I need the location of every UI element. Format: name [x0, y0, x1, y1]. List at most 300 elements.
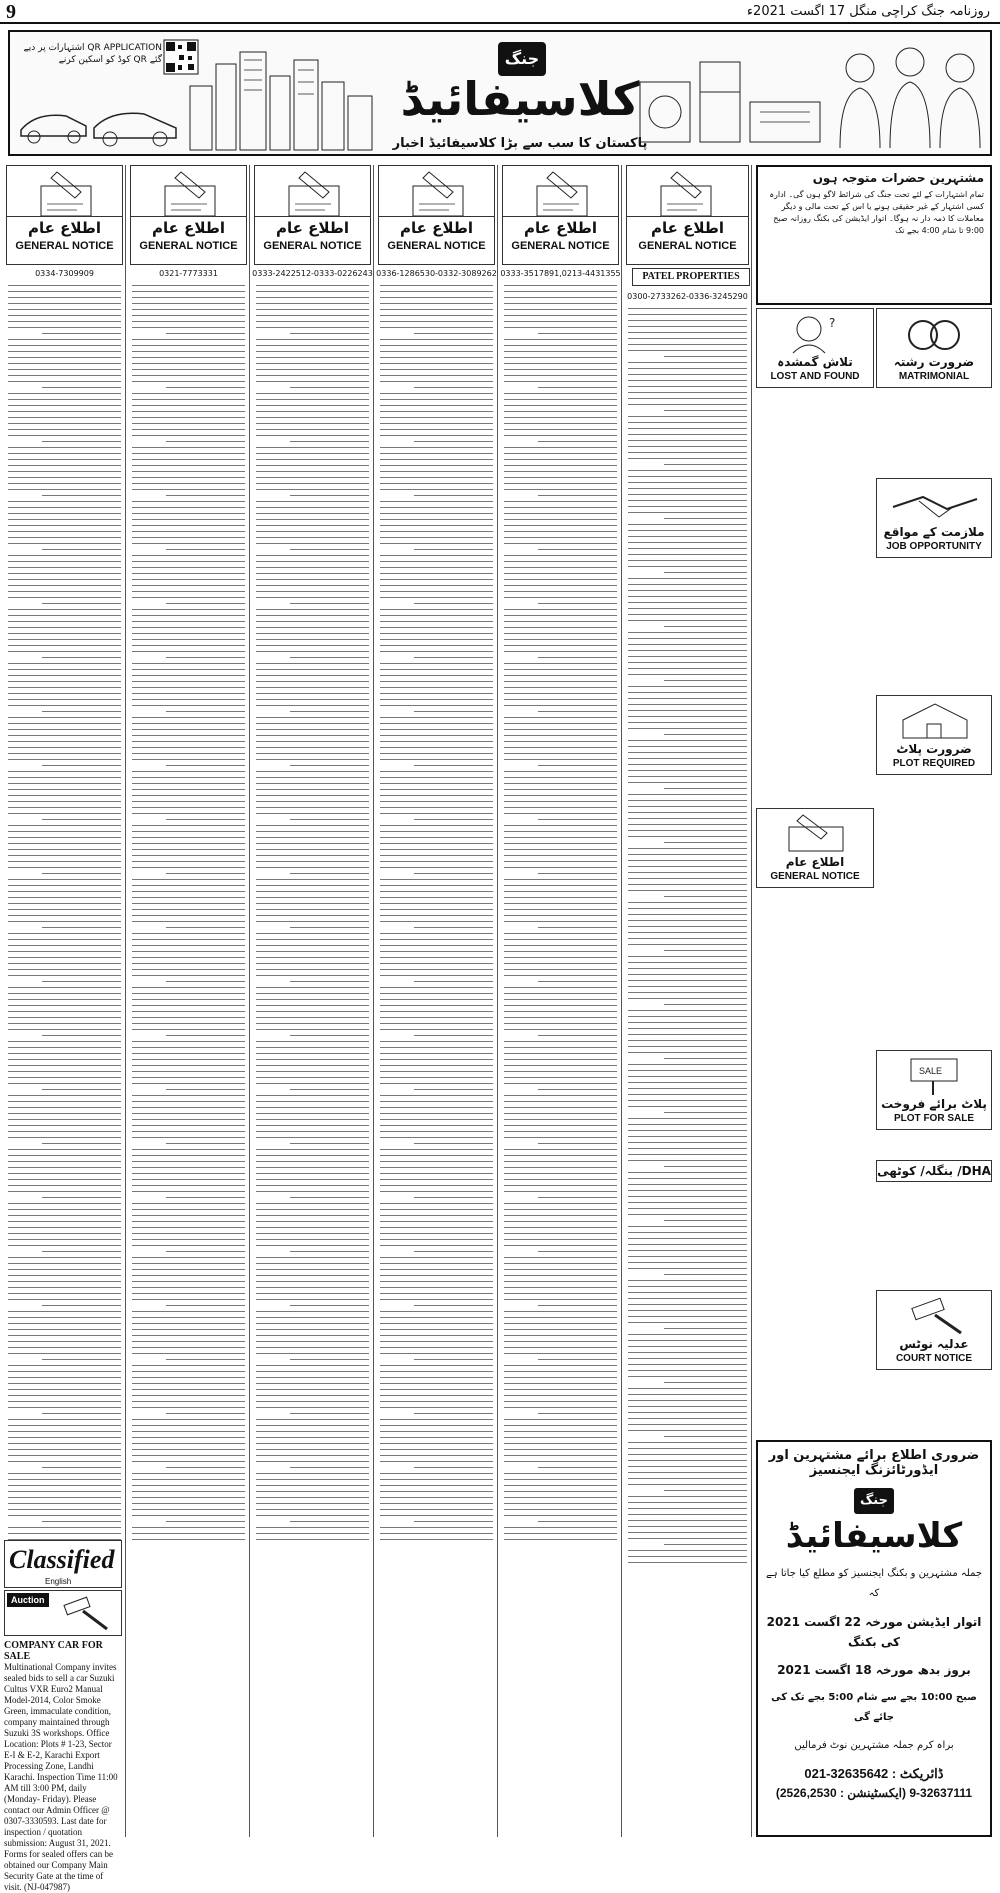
text-line: [504, 1167, 617, 1168]
text-line: [628, 1280, 747, 1281]
text-line: [8, 1509, 121, 1510]
text-line: [256, 1203, 369, 1204]
text-line: [256, 1407, 369, 1408]
text-line: [166, 1305, 245, 1306]
text-line: [628, 452, 747, 453]
text-line: [132, 945, 245, 946]
text-line: [256, 1497, 369, 1498]
text-line: [380, 621, 493, 622]
text-line: [256, 825, 369, 826]
text-line: [380, 915, 493, 916]
text-line: [132, 591, 245, 592]
text-line: [256, 1287, 369, 1288]
text-line: [380, 1203, 493, 1204]
text-line: [380, 357, 493, 358]
text-line: [380, 975, 493, 976]
text-line: [132, 321, 245, 322]
text-line: [8, 591, 121, 592]
text-line: [256, 891, 369, 892]
text-line: [380, 633, 493, 634]
text-line: [538, 1035, 617, 1036]
column-heading-english: GENERAL NOTICE: [15, 240, 114, 252]
text-line: [256, 471, 369, 472]
text-line: [504, 921, 617, 922]
text-line: [380, 315, 493, 316]
text-line: [628, 1088, 747, 1089]
text-line: [380, 1233, 493, 1234]
text-line: [380, 1515, 493, 1516]
text-line: [380, 1023, 493, 1024]
text-line: [414, 819, 493, 820]
text-line: [132, 429, 245, 430]
svg-text:?: ?: [829, 316, 836, 330]
text-line: [504, 1455, 617, 1456]
text-line: [504, 999, 617, 1000]
text-line: [380, 1191, 493, 1192]
text-line: [504, 315, 617, 316]
text-line: [504, 1533, 617, 1534]
text-line: [504, 1053, 617, 1054]
text-line: [8, 777, 121, 778]
text-line: [628, 1016, 747, 1017]
text-line: [132, 1341, 245, 1342]
text-line: [256, 369, 369, 370]
text-line: [256, 489, 369, 490]
notice-column-3: [252, 165, 374, 1837]
auction-label: Auction: [7, 1593, 49, 1607]
text-line: [132, 849, 245, 850]
text-line: [380, 1101, 493, 1102]
text-line: [132, 921, 245, 922]
text-line: [256, 807, 369, 808]
text-line: [256, 879, 369, 880]
text-line: [628, 512, 747, 513]
text-line: [504, 1515, 617, 1516]
text-line: [380, 1119, 493, 1120]
text-line: [380, 1041, 493, 1042]
text-line: [132, 777, 245, 778]
column-heading-urdu: اطلاع عام: [627, 216, 748, 237]
text-line: [380, 903, 493, 904]
text-line: [504, 573, 617, 574]
text-line: [504, 987, 617, 988]
text-line: [166, 1035, 245, 1036]
section-title-urdu: عدلیہ نوٹس: [899, 1337, 969, 1351]
text-line: [290, 387, 369, 388]
text-line: [8, 987, 121, 988]
text-line: [132, 1047, 245, 1048]
text-line: [132, 1125, 245, 1126]
column-heading-urdu: اطلاع عام: [255, 216, 370, 237]
text-line: [8, 1419, 121, 1420]
text-line: [504, 1041, 617, 1042]
text-line: [8, 1119, 121, 1120]
text-line: [8, 1011, 121, 1012]
text-line: [628, 632, 747, 633]
text-line: [380, 1431, 493, 1432]
text-line: [8, 723, 121, 724]
for-sale-sign-icon: [883, 1055, 987, 1095]
text-line: [380, 939, 493, 940]
text-line: [664, 464, 747, 465]
text-line: [290, 1089, 369, 1090]
text-line: [132, 951, 245, 952]
contact-phone: 0321-7773331: [159, 269, 218, 278]
text-line: [380, 537, 493, 538]
text-line: [380, 303, 493, 304]
text-line: [380, 1005, 493, 1006]
text-line: [628, 314, 747, 315]
text-line: [42, 1359, 121, 1360]
text-line: [628, 1400, 747, 1401]
text-line: [628, 380, 747, 381]
text-line: [8, 579, 121, 580]
text-line: [380, 1167, 493, 1168]
text-line: [132, 1239, 245, 1240]
text-line: [380, 627, 493, 628]
text-line: [132, 315, 245, 316]
text-line: [256, 1353, 369, 1354]
text-line: [380, 1107, 493, 1108]
text-line: [504, 405, 617, 406]
text-line: [504, 993, 617, 994]
thinking-person-icon: [763, 313, 869, 353]
text-line: [132, 1269, 245, 1270]
section-title-english: COURT NOTICE: [895, 1353, 973, 1364]
text-line: [132, 1317, 245, 1318]
text-line: [256, 591, 369, 592]
text-line: [504, 1095, 617, 1096]
text-line: [504, 1539, 617, 1540]
notice-body: تمام اشتہارات کے لئے تحت جنگ کی شرائط لاگو ہوں گی۔ ادارہ کسی اشتہار کے غیر حقیقی ہونے یا اس کے تحت مالی و دیگر معاملات کا ذمہ دار نہ ہوگا۔ اتوار ایڈیشن کی بکنگ روزانہ صبح 9:00 تا شام 4:00 بجے تک: [769, 190, 984, 235]
text-line: [538, 1197, 617, 1198]
notice-line-3: بروز بدھ مورخہ 18 اگست 2021: [777, 1663, 971, 1677]
text-line: [380, 1389, 493, 1390]
text-line: [628, 782, 747, 783]
text-line: [504, 1347, 617, 1348]
text-line: [628, 1214, 747, 1215]
text-line: [256, 423, 369, 424]
text-line: [132, 807, 245, 808]
text-line: [628, 1148, 747, 1149]
text-line: [256, 1281, 369, 1282]
text-line: [8, 1317, 121, 1318]
section-plot-required: [876, 695, 992, 775]
text-line: [504, 1215, 617, 1216]
text-line: [132, 1059, 245, 1060]
text-line: [132, 969, 245, 970]
text-line: [538, 603, 617, 604]
text-line: [256, 1515, 369, 1516]
text-line: [132, 597, 245, 598]
text-line: [256, 435, 369, 436]
text-line: [132, 1473, 245, 1474]
text-line: [380, 1401, 493, 1402]
text-line: [628, 1022, 747, 1023]
text-line: [380, 987, 493, 988]
text-line: [8, 285, 121, 286]
text-line: [414, 1197, 493, 1198]
text-line: [414, 1359, 493, 1360]
text-line: [628, 338, 747, 339]
text-line: [504, 477, 617, 478]
text-line: [42, 1035, 121, 1036]
text-line: [132, 1029, 245, 1030]
text-line: [132, 1503, 245, 1504]
text-lines: [504, 285, 617, 1540]
text-line: [8, 561, 121, 562]
text-line: [414, 873, 493, 874]
text-line: [538, 1089, 617, 1090]
text-line: [256, 351, 369, 352]
text-line: [256, 1137, 369, 1138]
text-line: [8, 633, 121, 634]
text-line: [380, 1437, 493, 1438]
text-line: [504, 417, 617, 418]
text-line: [8, 1005, 121, 1006]
text-line: [256, 627, 369, 628]
text-line: [8, 729, 121, 730]
text-line: [628, 860, 747, 861]
text-line: [8, 1425, 121, 1426]
text-line: [132, 1119, 245, 1120]
text-line: [538, 981, 617, 982]
text-line: [504, 1383, 617, 1384]
text-line: [8, 1245, 121, 1246]
text-line: [504, 411, 617, 412]
text-line: [132, 1137, 245, 1138]
text-line: [8, 291, 121, 292]
english-ad-title: COMPANY CAR FOR SALE: [4, 1640, 103, 1662]
text-line: [132, 1449, 245, 1450]
text-line: [628, 932, 747, 933]
text-line: [256, 1149, 369, 1150]
text-line: [380, 795, 493, 796]
text-line: [8, 297, 121, 298]
text-line: [8, 435, 121, 436]
text-line: [132, 717, 245, 718]
text-line: [414, 1089, 493, 1090]
text-line: [628, 1190, 747, 1191]
text-line: [8, 1281, 121, 1282]
text-line: [504, 651, 617, 652]
text-line: [132, 669, 245, 670]
text-line: [628, 1358, 747, 1359]
text-line: [664, 356, 747, 357]
text-line: [8, 675, 121, 676]
text-line: [132, 693, 245, 694]
text-line: [380, 951, 493, 952]
text-line: [256, 315, 369, 316]
text-line: [380, 369, 493, 370]
text-line: [380, 1209, 493, 1210]
text-line: [628, 1298, 747, 1299]
text-line: [538, 333, 617, 334]
section-title-english: MATRIMONIAL: [898, 371, 970, 382]
text-line: [8, 1371, 121, 1372]
text-line: [504, 297, 617, 298]
text-line: [256, 639, 369, 640]
text-line: [256, 1449, 369, 1450]
text-line: [8, 351, 121, 352]
text-line: [380, 849, 493, 850]
text-line: [504, 1299, 617, 1300]
text-line: [8, 693, 121, 694]
text-line: [42, 1251, 121, 1252]
text-line: [628, 1034, 747, 1035]
text-line: [628, 374, 747, 375]
text-line: [628, 764, 747, 765]
section-title-english: GENERAL NOTICE: [770, 871, 860, 882]
classified-banner: [8, 30, 992, 156]
text-line: [8, 1347, 121, 1348]
text-line: [628, 1226, 747, 1227]
text-line: [380, 615, 493, 616]
text-line: [504, 1293, 617, 1294]
text-line: [504, 471, 617, 472]
text-line: [256, 573, 369, 574]
text-line: [628, 938, 747, 939]
text-line: [256, 579, 369, 580]
text-line: [380, 345, 493, 346]
text-line: [380, 393, 493, 394]
text-line: [504, 1323, 617, 1324]
text-line: [132, 537, 245, 538]
text-line: [380, 729, 493, 730]
text-line: [132, 987, 245, 988]
text-line: [380, 1113, 493, 1114]
text-line: [504, 1431, 617, 1432]
text-line: [132, 1419, 245, 1420]
text-line: [504, 1185, 617, 1186]
text-line: [132, 345, 245, 346]
text-line: [504, 633, 617, 634]
text-line: [256, 1077, 369, 1078]
text-line: [380, 693, 493, 694]
text-line: [256, 1173, 369, 1174]
text-line: [380, 507, 493, 508]
text-line: [132, 747, 245, 748]
text-line: [538, 1359, 617, 1360]
text-line: [380, 1017, 493, 1018]
text-line: [664, 1274, 747, 1275]
writing-hand-icon: [763, 813, 869, 853]
text-line: [8, 381, 121, 382]
text-line: [504, 1209, 617, 1210]
text-line: [380, 327, 493, 328]
text-line: [256, 1047, 369, 1048]
text-line: [8, 645, 121, 646]
text-line: [256, 1107, 369, 1108]
text-line: [132, 1491, 245, 1492]
text-line: [504, 399, 617, 400]
text-line: [166, 1359, 245, 1360]
text-line: [380, 1131, 493, 1132]
text-line: [628, 350, 747, 351]
text-line: [628, 1418, 747, 1419]
text-line: [132, 789, 245, 790]
text-line: [628, 884, 747, 885]
text-line: [628, 668, 747, 669]
text-line: [132, 861, 245, 862]
text-line: [8, 1473, 121, 1474]
text-line: [628, 728, 747, 729]
text-line: [380, 921, 493, 922]
text-line: [42, 927, 121, 928]
text-line: [8, 627, 121, 628]
text-line: [132, 507, 245, 508]
text-line: [628, 1118, 747, 1119]
text-line: [132, 795, 245, 796]
text-line: [414, 765, 493, 766]
text-line: [166, 1521, 245, 1522]
text-line: [380, 483, 493, 484]
text-line: [628, 926, 747, 927]
text-line: [256, 1131, 369, 1132]
english-ad: [4, 1640, 122, 1893]
text-line: [8, 315, 121, 316]
text-line: [256, 609, 369, 610]
text-line: [132, 1299, 245, 1300]
text-line: [256, 813, 369, 814]
text-line: [42, 1197, 121, 1198]
text-line: [380, 825, 493, 826]
text-line: [8, 1179, 121, 1180]
text-line: [132, 1437, 245, 1438]
text-line: [628, 308, 747, 309]
text-line: [256, 585, 369, 586]
text-line: [504, 1173, 617, 1174]
text-line: [380, 1149, 493, 1150]
text-line: [256, 1227, 369, 1228]
text-line: [42, 657, 121, 658]
text-line: [42, 1305, 121, 1306]
text-line: [504, 309, 617, 310]
text-line: [8, 465, 121, 466]
text-line: [132, 1077, 245, 1078]
section-court: [876, 1290, 992, 1370]
text-line: [504, 567, 617, 568]
text-line: [166, 657, 245, 658]
text-line: [132, 1065, 245, 1066]
text-line: [8, 1299, 121, 1300]
text-line: [256, 477, 369, 478]
text-line: [132, 1041, 245, 1042]
text-line: [290, 1251, 369, 1252]
text-line: [380, 471, 493, 472]
text-line: [256, 1437, 369, 1438]
text-line: [504, 699, 617, 700]
text-line: [504, 933, 617, 934]
text-line: [132, 501, 245, 502]
text-line: [132, 585, 245, 586]
text-line: [8, 1491, 121, 1492]
text-line: [380, 531, 493, 532]
text-line: [380, 1137, 493, 1138]
text-line: [8, 309, 121, 310]
text-line: [8, 1071, 121, 1072]
text-line: [628, 476, 747, 477]
text-line: [256, 951, 369, 952]
text-line: [8, 1023, 121, 1024]
text-line: [132, 447, 245, 448]
text-line: [8, 669, 121, 670]
text-line: [380, 285, 493, 286]
text-line: [628, 794, 747, 795]
text-line: [256, 969, 369, 970]
text-line: [504, 1389, 617, 1390]
text-line: [8, 357, 121, 358]
